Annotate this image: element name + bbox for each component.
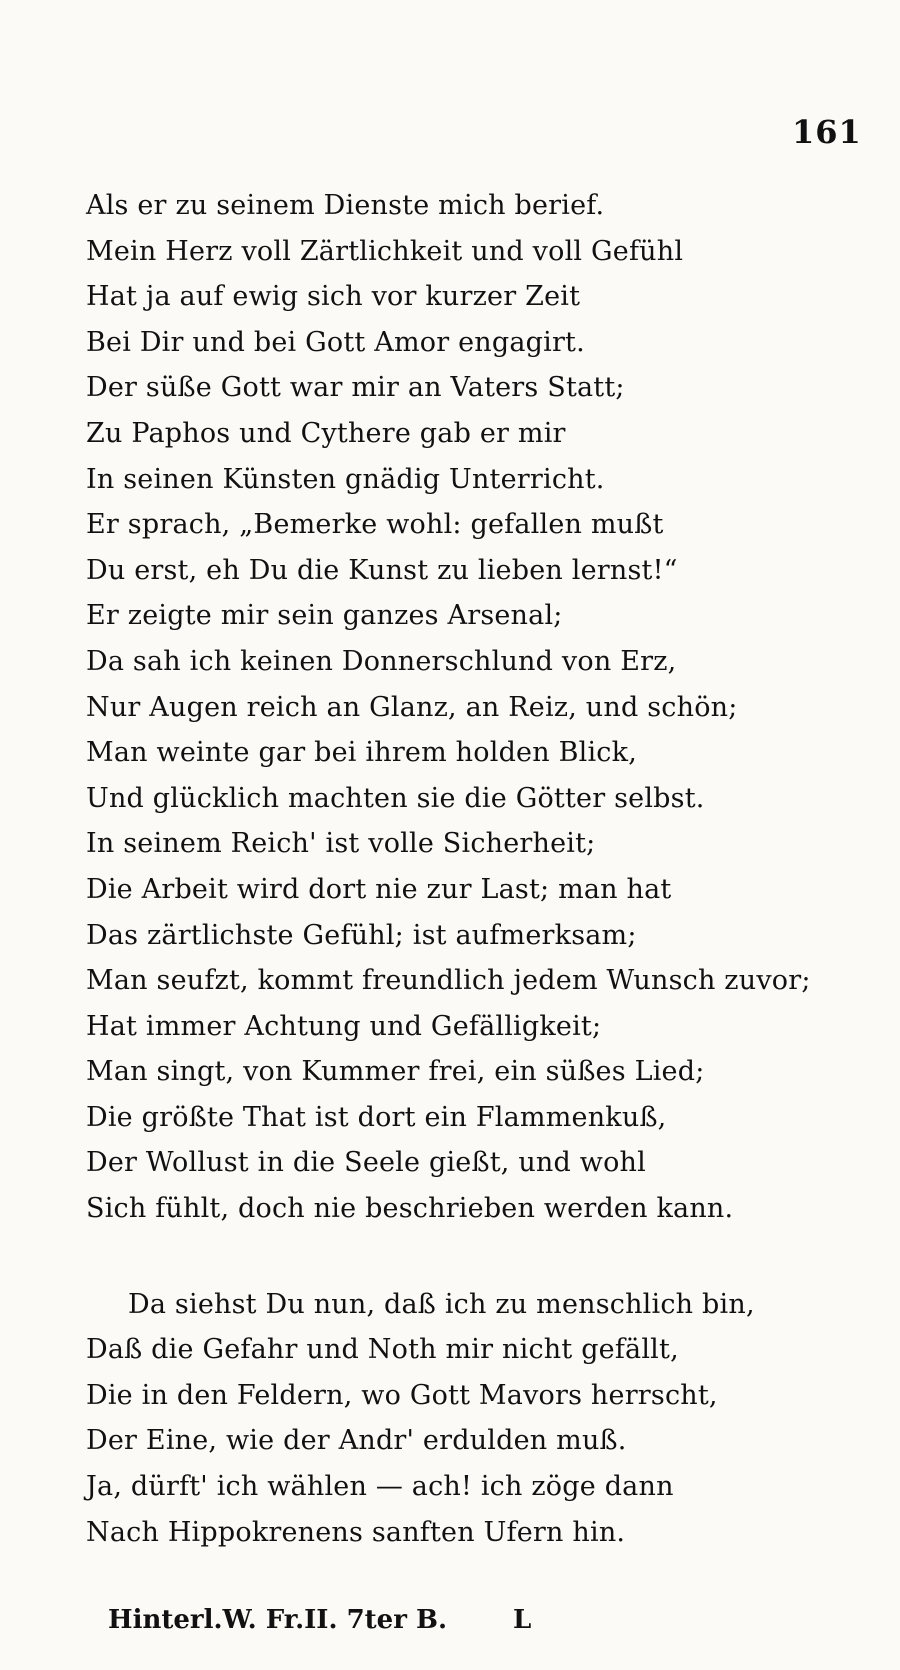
- poem-line: In seinem Reich' ist volle Sicherheit;: [86, 828, 596, 860]
- poem-line: Bei Dir und bei Gott Amor engagirt.: [86, 326, 585, 358]
- poem-line: Man seufzt, kommt freundlich jedem Wunsch zuvor;: [86, 965, 811, 997]
- poem-line: Als er zu seinem Dienste mich berief.: [86, 190, 605, 221]
- poem-line: Sich fühlt, doch nie beschrieben werden kann.: [86, 1193, 734, 1225]
- footer: [108, 1605, 608, 1645]
- poem-line: Der süße Gott war mir an Vaters Statt;: [86, 372, 625, 404]
- poem-line: Die Arbeit wird dort nie zur Last; man hat: [86, 873, 672, 905]
- poem-line: Daß die Gefahr und Noth mir nicht gefällt,: [86, 1334, 679, 1366]
- poem-line: Hat ja auf ewig sich vor kurzer Zeit: [86, 281, 581, 313]
- poem-line: Der Wollust in die Seele gießt, und wohl: [86, 1147, 646, 1179]
- poem-line: Die größte That ist dort ein Flammenkuß,: [86, 1101, 667, 1133]
- poem-line: Ja, dürft' ich wählen — ach! ich zöge dann: [86, 1471, 674, 1503]
- poem-line: Er sprach, „Bemerke wohl: gefallen mußt: [86, 509, 664, 541]
- poem-line: Zu Paphos und Cythere gab er mir: [86, 417, 566, 449]
- sheet-mark: L: [513, 1605, 532, 1635]
- poem-line: In seinen Künsten gnädig Unterricht.: [86, 463, 605, 495]
- stanza-gap: [86, 1232, 876, 1282]
- poem-line: Er zeigte mir sein ganzes Arsenal;: [86, 600, 563, 632]
- poem-line: Der Eine, wie der Andr' erdulden muß.: [86, 1425, 627, 1457]
- poem-line: Man singt, von Kummer frei, ein süßes Lied;: [86, 1056, 705, 1088]
- poem-line: Mein Herz voll Zärtlichkeit und voll Gefühl: [86, 235, 684, 267]
- poem-line: Nur Augen reich an Glanz, an Reiz, und schön;: [86, 691, 738, 723]
- poem-line: Hat immer Achtung und Gefälligkeit;: [86, 1010, 602, 1042]
- poem-text: [86, 183, 876, 1555]
- poem-line: Und glücklich machten sie die Götter selbst.: [86, 782, 705, 814]
- stanza-1: [86, 183, 876, 1232]
- poem-line: Da sah ich keinen Donnerschlund von Erz,: [86, 645, 677, 677]
- poem-line: Da siehst Du nun, daß ich zu menschlich bin,: [128, 1288, 755, 1320]
- poem-line: Man weinte gar bei ihrem holden Blick,: [86, 737, 637, 769]
- signature-mark: Hinterl.W. Fr.II. 7ter B.: [108, 1605, 447, 1635]
- poem-line: Du erst, eh Du die Kunst zu lieben lernst!“: [86, 554, 678, 586]
- page-number: 161: [792, 113, 862, 151]
- poem-line: Das zärtlichste Gefühl; ist aufmerksam;: [86, 919, 637, 951]
- poem-line: Nach Hippokrenens sanften Ufern hin.: [86, 1516, 626, 1548]
- poem-line: Die in den Feldern, wo Gott Mavors herrscht,: [86, 1379, 718, 1411]
- stanza-2: [86, 1282, 876, 1556]
